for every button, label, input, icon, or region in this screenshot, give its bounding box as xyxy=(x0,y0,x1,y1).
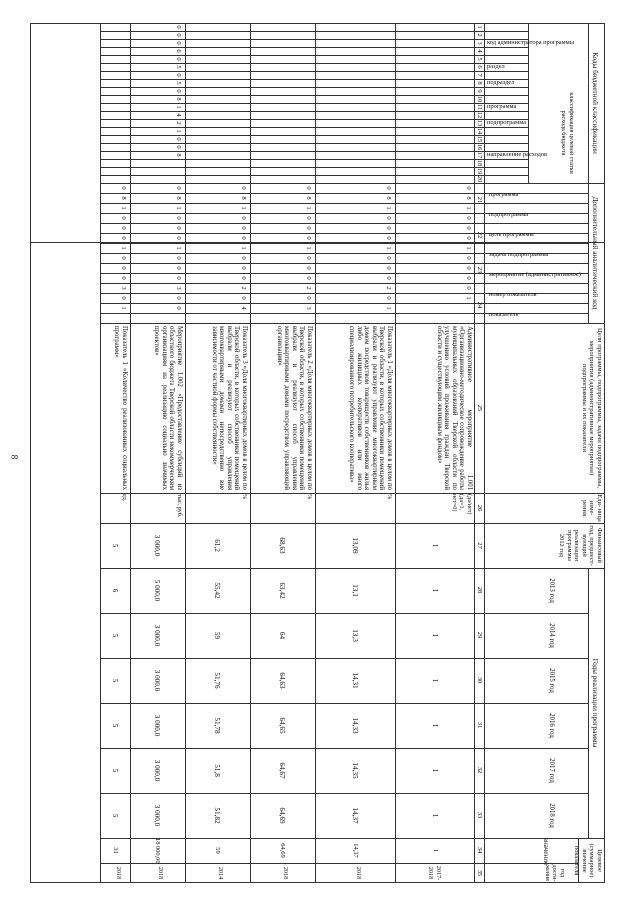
value-2012: 13,09 xyxy=(351,537,359,554)
extra-code-digit: 1 xyxy=(385,246,392,250)
value-y2017: 3 000,0 xyxy=(153,759,162,782)
column-number: 25 xyxy=(476,404,484,412)
row-unit: % xyxy=(386,494,393,500)
value-y2015: 1 xyxy=(431,678,439,683)
extra-code-digit: 1 xyxy=(385,306,392,310)
value-y2013: 55,42 xyxy=(213,582,222,599)
extra-code-digit: 0 xyxy=(120,216,127,220)
budget-codes-header: Коды бюджетной классификации xyxy=(591,52,599,154)
extra-code-digit: 8 xyxy=(465,196,472,200)
extra-code-digit: 0 xyxy=(240,296,247,300)
column-number: 22 xyxy=(476,231,484,239)
extra-code-digit: 1 xyxy=(305,246,312,250)
value-y2016: 1 xyxy=(431,723,439,728)
target-header: Целевое (суммарное) значение показателя xyxy=(573,843,603,878)
extra-code-digit: 0 xyxy=(175,266,182,270)
extra-code-digit: 0 xyxy=(385,236,392,240)
extra-code-digit: 0 xyxy=(240,276,247,280)
extra-code-digit: 0 xyxy=(305,226,312,230)
column-number: 2 xyxy=(476,33,484,37)
target-year: 2018 xyxy=(282,866,290,880)
value-y2018: 64,69 xyxy=(278,807,287,824)
column-number: 18 xyxy=(476,159,484,167)
value-y2017: 1 xyxy=(431,768,439,773)
column-number: 30 xyxy=(476,676,484,684)
budget-indicators-table xyxy=(35,23,605,883)
extra-code-digit: 1 xyxy=(465,206,472,210)
extra-code-digit: 0 xyxy=(175,216,182,220)
extra-code-digit: 0 xyxy=(305,186,312,190)
budget-code-digit: 0 xyxy=(175,41,182,45)
value-y2014: 13,3 xyxy=(351,629,359,642)
value-y2018: 3 000,0 xyxy=(153,804,162,827)
column-number: 29 xyxy=(476,631,484,639)
extra-code-digit: 0 xyxy=(305,256,312,260)
extra-code-digit: 8 xyxy=(385,196,392,200)
value-y2015: 14,31 xyxy=(351,672,359,689)
budget-code-digit: 4 xyxy=(175,113,182,117)
value-y2016: 51,78 xyxy=(213,717,222,734)
value-y2014: 64 xyxy=(278,631,287,640)
value-y2014: 59 xyxy=(213,631,222,640)
extra-code-digit: 0 xyxy=(305,216,312,220)
extra-code-digit: 0 xyxy=(305,266,312,270)
section-label: раздел xyxy=(487,63,505,70)
column-number: 19 xyxy=(476,167,484,175)
column-number: 28 xyxy=(476,586,484,594)
value-y2016: 3 000,0 xyxy=(153,714,162,737)
value-y2013: 5 000,0 xyxy=(153,579,162,602)
value-y2017: 14,35 xyxy=(351,762,359,779)
year-header-y2014: 2014 год xyxy=(548,623,555,648)
extra-code-digit: 0 xyxy=(120,266,127,270)
value-y2016: 14,33 xyxy=(351,717,359,734)
extra-code-digit: 0 xyxy=(175,306,182,310)
row-description: Показатель 1 «Доля многоквартирных домов в целом по Тверской области, в которых собственники помещений выбрали и реализуют управление многоквартирным домом посредством товариществ собственников жилья либо жилищных кооперативов или иного специализированного потребительского кооператива» xyxy=(348,326,393,490)
extra-code-digit: 0 xyxy=(385,186,392,190)
budget-code-digit: 0 xyxy=(175,89,182,93)
extra-code-digit: 0 xyxy=(465,216,472,220)
value-2012: 5 xyxy=(111,543,119,548)
target-year: 2018 xyxy=(355,866,362,880)
extra-code-digit: 0 xyxy=(240,216,247,220)
extra-code-digit: 2 xyxy=(240,286,247,290)
extra-code-digit: 1 xyxy=(465,246,472,250)
goals-header: Цели программы, подпрограммы, задачи подпрограммы, мероприятия (административные мероприятия) подпрограммы и их показатели xyxy=(580,328,603,488)
extra-code-digit: 1 xyxy=(240,246,247,250)
row-description: Административное мероприятие 1.001 «Организационно-методическое сопровождение работы муниципальных образований Тверской области по улучшению условий проживания граждан Тверской области и существующим жилищным фондом» xyxy=(435,326,473,490)
column-number: 8 xyxy=(476,81,484,85)
row-description: Мероприятие 1.002 «Предоставление субсидий из областного бюджета Тверской области некоммерческим организациям на реализацию социально значимых проектов» xyxy=(153,326,183,490)
value-y2017: 51,8 xyxy=(213,764,222,777)
column-number: 3 xyxy=(476,41,484,45)
extra-code-digit: 3 xyxy=(175,286,182,290)
column-number: 32 xyxy=(476,766,484,774)
year-header-y2013: 2013 год xyxy=(548,578,555,603)
value-y2015: 51,76 xyxy=(213,672,222,689)
extra-code-digit: 0 xyxy=(175,276,182,280)
extra-code-header: Дополнительный аналитический код xyxy=(591,196,599,310)
column-number: 5 xyxy=(476,57,484,61)
extra-code-digit: 1 xyxy=(175,246,182,250)
value-2012: 61,2 xyxy=(213,539,222,552)
extra-code-digit: 0 xyxy=(465,186,472,190)
budget-code-digit: 1 xyxy=(175,129,182,133)
extra-code-digit: 1 xyxy=(120,306,127,310)
years-header: Годы реализации программы xyxy=(591,658,599,748)
budget-code-digit: 0 xyxy=(175,25,182,29)
extra-code-digit: 0 xyxy=(465,236,472,240)
target-value: 14,37 xyxy=(352,843,359,858)
target-value: 64,69 xyxy=(279,843,287,858)
extra-code-digit: 0 xyxy=(120,236,127,240)
extra-code-digit: 0 xyxy=(120,296,127,300)
year-header-y2017: 2017 год xyxy=(548,758,555,783)
extra-code-digit: 0 xyxy=(385,276,392,280)
extra-code-digit: 0 xyxy=(175,226,182,230)
target-value-header: значение xyxy=(542,838,550,866)
extra-code-digit: 1 xyxy=(240,206,247,210)
extra-code-digit: 0 xyxy=(175,236,182,240)
column-number: 31 xyxy=(476,721,484,729)
value-y2015: 3 000,0 xyxy=(153,669,162,692)
value-y2018: 51,82 xyxy=(213,807,222,824)
column-number: 27 xyxy=(476,542,484,549)
column-number: 14 xyxy=(476,127,484,135)
extra-program-label: программа xyxy=(489,191,519,198)
extra-code-digit: 0 xyxy=(120,186,127,190)
header-divider xyxy=(528,23,529,183)
value-y2017: 64,67 xyxy=(278,762,287,779)
value-y2013: 63,42 xyxy=(278,582,287,599)
budget-code-digit: 0 xyxy=(175,73,182,77)
value-y2013: 6 xyxy=(111,588,119,593)
row-description: Показатель 3 «Доля многоквартирных домов в целом по Тверской области, в которых собственники помещений выбрали и реализуют способ управления многоквартирными домами непосредственно вне зависимости от частной формы собственности» xyxy=(210,326,248,490)
extra-indicator-label: показатель xyxy=(489,311,519,318)
target-year: 2018 xyxy=(115,866,122,880)
row-unit: (да/нет) (да=1, нет=0) xyxy=(450,494,473,515)
value-y2018: 1 xyxy=(431,813,439,818)
row-unit: тыс. руб. xyxy=(176,494,183,518)
budget-code-digit: 1 xyxy=(175,105,182,109)
extra-code-digit: 1 xyxy=(120,206,127,210)
extra-task-prog-label: цель программы xyxy=(489,231,534,238)
extra-code-digit: 0 xyxy=(465,266,472,270)
extra-code-digit: 1 xyxy=(385,206,392,210)
extra-code-digit: 0 xyxy=(240,236,247,240)
column-number: 20 xyxy=(476,175,484,183)
value-y2018: 5 xyxy=(111,813,119,818)
column-number: 7 xyxy=(476,73,484,77)
budget-code-digit: 0 xyxy=(175,137,182,141)
extra-code-digit: 1 xyxy=(465,296,472,300)
program-label: программа xyxy=(487,103,517,110)
extra-code-digit: 0 xyxy=(175,256,182,260)
extra-code-digit: 8 xyxy=(305,196,312,200)
target-year-header: год дости- жения xyxy=(543,864,565,882)
column-number: 33 xyxy=(476,811,484,819)
extra-code-digit: 0 xyxy=(465,226,472,230)
target-year: 2018 xyxy=(157,866,165,880)
year-header-y2018: 2018 год xyxy=(548,803,555,828)
value-y2015: 64,63 xyxy=(278,672,287,689)
value-y2014: 3 000,0 xyxy=(153,624,162,647)
extra-code-digit: 0 xyxy=(120,276,127,280)
column-number: 26 xyxy=(476,504,484,512)
extra-code-digit: 0 xyxy=(385,266,392,270)
extra-number-label: номер показателя xyxy=(489,291,537,298)
extra-code-digit: 8 xyxy=(175,196,182,200)
column-number: 9 xyxy=(476,89,484,93)
extra-subprogram-label: подпрограмма xyxy=(489,211,529,218)
budget-code-digit: 8 xyxy=(175,97,182,101)
extra-code-digit: 0 xyxy=(465,276,472,280)
extra-event-label: мероприятие (административное) xyxy=(489,271,581,278)
extra-code-digit: 0 xyxy=(305,276,312,280)
extra-code-digit: 8 xyxy=(240,196,247,200)
budget-code-digit: 0 xyxy=(175,33,182,37)
value-y2014: 1 xyxy=(431,633,439,638)
column-number: 23 xyxy=(476,266,484,274)
budget-code-digit: 8 xyxy=(175,153,182,157)
column-number: 16 xyxy=(476,143,484,151)
column-number: 1 xyxy=(476,25,484,29)
extra-code-digit: 0 xyxy=(240,266,247,270)
row-unit: ед. xyxy=(121,494,128,502)
value-2012: 1 xyxy=(431,543,439,548)
column-number: 35 xyxy=(476,869,484,877)
target-group-label: классификация целевой статьи расхода бюджета xyxy=(560,92,575,174)
budget-code-digit: 5 xyxy=(175,65,182,69)
extra-code-digit: 0 xyxy=(120,256,127,260)
extra-code-digit: 0 xyxy=(465,286,472,290)
value-y2016: 64,65 xyxy=(278,717,287,734)
target-year: 2017-2018 xyxy=(427,865,442,881)
year-header-y2015: 2015 год xyxy=(548,668,555,693)
column-number: 15 xyxy=(476,135,484,143)
numbers-row-top xyxy=(484,23,485,883)
column-number: 13 xyxy=(476,119,484,127)
value-y2018: 14,37 xyxy=(351,807,359,824)
value-y2013: 1 xyxy=(431,588,439,593)
extra-code-digit: 0 xyxy=(385,256,392,260)
extra-code-digit: 0 xyxy=(240,186,247,190)
column-number: 12 xyxy=(476,111,484,119)
extra-code-digit: 0 xyxy=(385,226,392,230)
extra-code-digit: 0 xyxy=(120,226,127,230)
target-year: 2014 xyxy=(217,866,225,880)
value-y2016: 5 xyxy=(111,723,119,728)
extra-code-digit: 0 xyxy=(305,296,312,300)
target-value: 31 xyxy=(112,847,119,854)
row-description: Показатель 1 «Количество реализованных социальных программ» xyxy=(113,326,128,490)
row-unit: % xyxy=(241,494,248,500)
row-unit: % xyxy=(306,494,313,500)
subsection-label: подраздел xyxy=(487,79,515,86)
extra-code-digit: 2 xyxy=(305,286,312,290)
extra-code-digit: 3 xyxy=(305,306,312,310)
value-y2014: 5 xyxy=(111,633,119,638)
page-number: 8 xyxy=(9,454,20,460)
value-2012: 3 000,0 xyxy=(153,534,162,557)
value-y2015: 5 xyxy=(111,678,119,683)
target-value: 18 000,00 xyxy=(154,838,162,864)
extra-code-digit: 0 xyxy=(305,236,312,240)
budget-code-digit: 0 xyxy=(175,145,182,149)
column-number: 10 xyxy=(476,95,484,103)
row-description: Показатель 2 «Доля многоквартирных домов в целом по Тверской области, в которых собственники помещений выбрали и реализуют способ управления многоквартирными домами посредством управляющей организации» xyxy=(275,326,313,490)
column-number: 6 xyxy=(476,65,484,69)
extra-code-digit: 4 xyxy=(240,306,247,310)
extra-code-digit: 0 xyxy=(385,296,392,300)
budget-code-digit: 6 xyxy=(175,49,182,53)
budget-code-digit: 5 xyxy=(175,81,182,85)
year-header-y2016: 2016 год xyxy=(548,713,555,738)
target-value: 59 xyxy=(214,847,222,854)
column-number: 17 xyxy=(476,151,484,159)
admin-code-label: код администратора программы xyxy=(487,39,574,46)
header-divider xyxy=(588,23,589,323)
column-number: 11 xyxy=(476,103,484,111)
extra-code-digit: 1 xyxy=(175,206,182,210)
unit-header: Еди- ница изме- рения xyxy=(580,494,603,522)
extra-code-digit: 0 xyxy=(385,216,392,220)
extra-code-digit: 0 xyxy=(175,296,182,300)
value-y2017: 5 xyxy=(111,768,119,773)
extra-code-digit: 0 xyxy=(240,226,247,230)
direction-label: направление расходов xyxy=(487,151,548,158)
column-number: 34 xyxy=(476,846,484,854)
extra-code-digit: 1 xyxy=(120,246,127,250)
value-y2013: 13,1 xyxy=(351,584,359,597)
target-value: 1 xyxy=(432,848,439,853)
value-2012: 68,63 xyxy=(278,537,287,554)
extra-task-sub-label: задача подпрограммы xyxy=(489,251,549,258)
column-number: 4 xyxy=(476,49,484,53)
extra-code-digit: 2 xyxy=(385,286,392,290)
header-divider xyxy=(578,838,579,883)
fin-year-header: Финансовый год, предшест- вующий реализации программы 2012 год xyxy=(558,525,603,566)
extra-code-digit: 0 xyxy=(465,256,472,260)
budget-code-digit: 0 xyxy=(175,57,182,61)
extra-code-digit: 0 xyxy=(240,256,247,260)
extra-code-digit: 3 xyxy=(120,286,127,290)
column-number: 24 xyxy=(476,301,484,309)
extra-code-digit: 8 xyxy=(120,196,127,200)
extra-code-digit: 0 xyxy=(175,186,182,190)
extra-code-digit: 1 xyxy=(305,206,312,210)
column-number: 21 xyxy=(476,196,484,204)
budget-code-digit: 2 xyxy=(175,121,182,125)
subprogram-label: подпрограмма xyxy=(487,119,527,126)
